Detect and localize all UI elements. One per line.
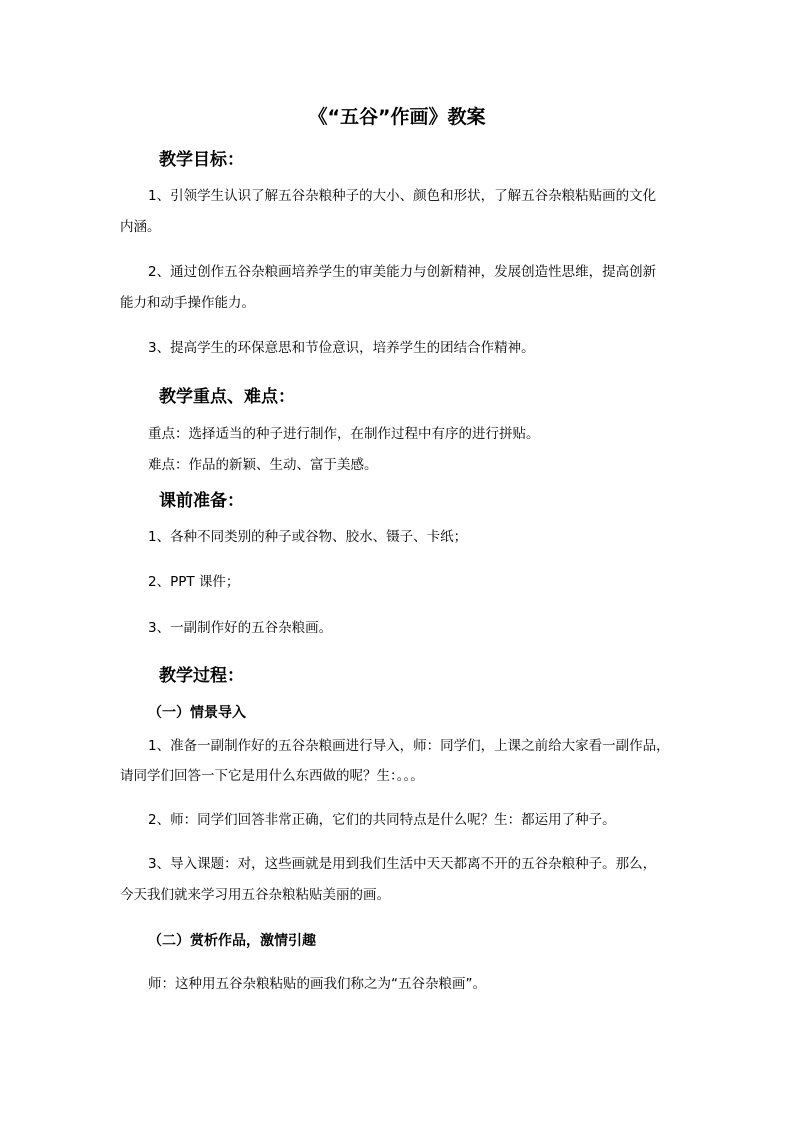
objective-1-line-1: 1、引领学生认识了解五谷杂粮种子的大小、颜色和形状，了解五谷杂粮粘贴画的文化: [148, 188, 657, 204]
section-2-heading: （二）赏析作品，激情引趣: [148, 933, 316, 949]
section-1-item-2: 2、师：同学们回答非常正确，它们的共同特点是什么呢？生：都运用了种子。: [148, 812, 616, 828]
section-1-item-1-line-2: 请同学们回答一下它是用什么东西做的呢？生：。。。: [120, 768, 424, 784]
objective-2-line-1: 2、通过创作五谷杂粮画培养学生的审美能力与创新精神，发展创造性思维，提高创新: [148, 264, 657, 280]
section-1-item-3-line-2: 今天我们就来学习用五谷杂粮粘贴美丽的画。: [120, 887, 390, 903]
section-2-text: 师：这种用五谷杂粮粘贴的画我们称之为“五谷杂粮画”。: [148, 976, 486, 992]
objectives-heading: 教学目标：: [159, 150, 244, 170]
document-title: 《“五谷”作画》教案: [308, 106, 486, 128]
objective-3: 3、提高学生的环保意思和节俭意识，培养学生的团结合作精神。: [148, 340, 535, 356]
preparation-heading: 课前准备：: [159, 491, 244, 511]
key-points-heading: 教学重点、难点：: [159, 387, 295, 407]
focus-point: 重点：选择适当的种子进行制作，在制作过程中有序的进行拼贴。: [148, 426, 540, 442]
section-1-heading: （一）情景导入: [148, 705, 246, 721]
objective-2-line-2: 能力和动手操作能力。: [120, 295, 255, 311]
preparation-1: 1、各种不同类别的种子或谷物、胶水、镊子、卡纸；: [148, 529, 468, 545]
objective-1-line-2: 内涵。: [120, 219, 161, 235]
preparation-2: 2、PPT 课件；: [148, 574, 240, 590]
difficulty-point: 难点：作品的新颖、生动、富于美感。: [148, 457, 378, 473]
section-1-item-1-line-1: 1、准备一副制作好的五谷杂粮画进行导入，师：同学们，上课之前给大家看一副作品，: [148, 738, 670, 754]
preparation-3: 3、一副制作好的五谷杂粮画。: [148, 620, 333, 636]
section-1-item-3-line-1: 3、导入课题：对，这些画就是用到我们生活中天天都离不开的五谷杂粮种子。那么，: [148, 856, 657, 872]
process-heading: 教学过程：: [159, 666, 244, 686]
